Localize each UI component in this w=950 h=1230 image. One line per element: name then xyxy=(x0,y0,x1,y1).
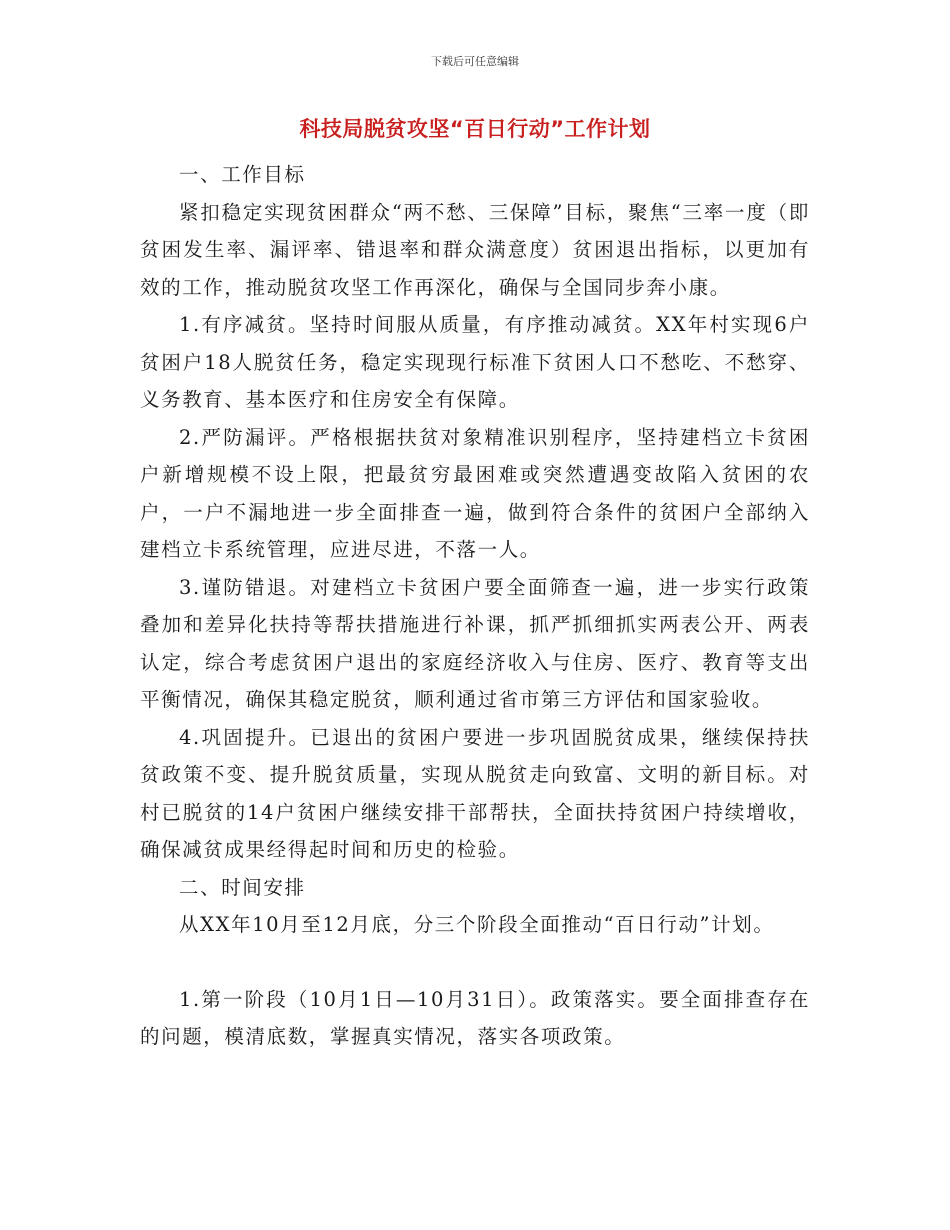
paragraph-item-1: 1.有序减贫。坚持时间服从质量，有序推动减贫。XX年村实现6户贫困户18人脱贫任务，稳定实现现行标准下贫困人口不愁吃、不愁穿、义务教育、基本医疗和住房安全有保障。 xyxy=(140,313,810,411)
paragraph-intro: 紧扣稳定实现贫困群众“两不愁、三保障”目标，聚焦“三率一度（即贫困发生率、漏评率、错退率和群众满意度）贫困退出指标，以更加有效的工作，推动脱贫攻坚工作再深化，确保与全国同步奔小康。 xyxy=(140,200,810,299)
document-body xyxy=(140,156,810,1056)
document-title: 科技局脱贫攻坚“百日行动”工作计划 xyxy=(299,117,651,141)
section-heading-goals: 一、工作目标 xyxy=(179,163,306,186)
paragraph-stage-1: 1.第一阶段（10月1日—10月31日）。政策落实。要全面排查存在的问题，模清底数，掌握真实情况，落实各项政策。 xyxy=(140,987,810,1048)
paragraph-item-2: 2.严防漏评。严格根据扶贫对象精准识别程序，坚持建档立卡贫困户新增规模不设上限，把最贫穷最困难或突然遭遇变故陷入贫困的农户，一户不漏地进一步全面排查一遍，做到符合条件的贫困户全部纳入建档立卡系统管理，应进尽进，不落一人。 xyxy=(140,425,810,561)
paragraph-item-3: 3.谨防错退。对建档立卡贫困户要全面筛查一遍，进一步实行政策叠加和差异化扶持等帮扶措施进行补课，抓严抓细抓实两表公开、两表认定，综合考虑贫困户退出的家庭经济收入与住房、医疗、教育等支出平衡情况，确保其稳定脱贫，顺利通过省市第三方评估和国家验收。 xyxy=(140,575,810,711)
header-note: 下载后可任意编辑 xyxy=(431,55,519,68)
paragraph-item-4: 4.巩固提升。已退出的贫困户要进一步巩固脱贫成果，继续保持扶贫政策不变、提升脱贫质量，实现从脱贫走向致富、文明的新目标。对村已脱贫的14户贫困户继续安排干部帮扶，全面扶持贫困户持续增收，确保减贫成果经得起时间和历史的检验。 xyxy=(140,725,810,861)
section-heading-schedule: 二、时间安排 xyxy=(179,875,306,899)
paragraph-schedule-intro: 从XX年10月至12月底，分三个阶段全面推动“百日行动”计划。 xyxy=(179,913,775,936)
